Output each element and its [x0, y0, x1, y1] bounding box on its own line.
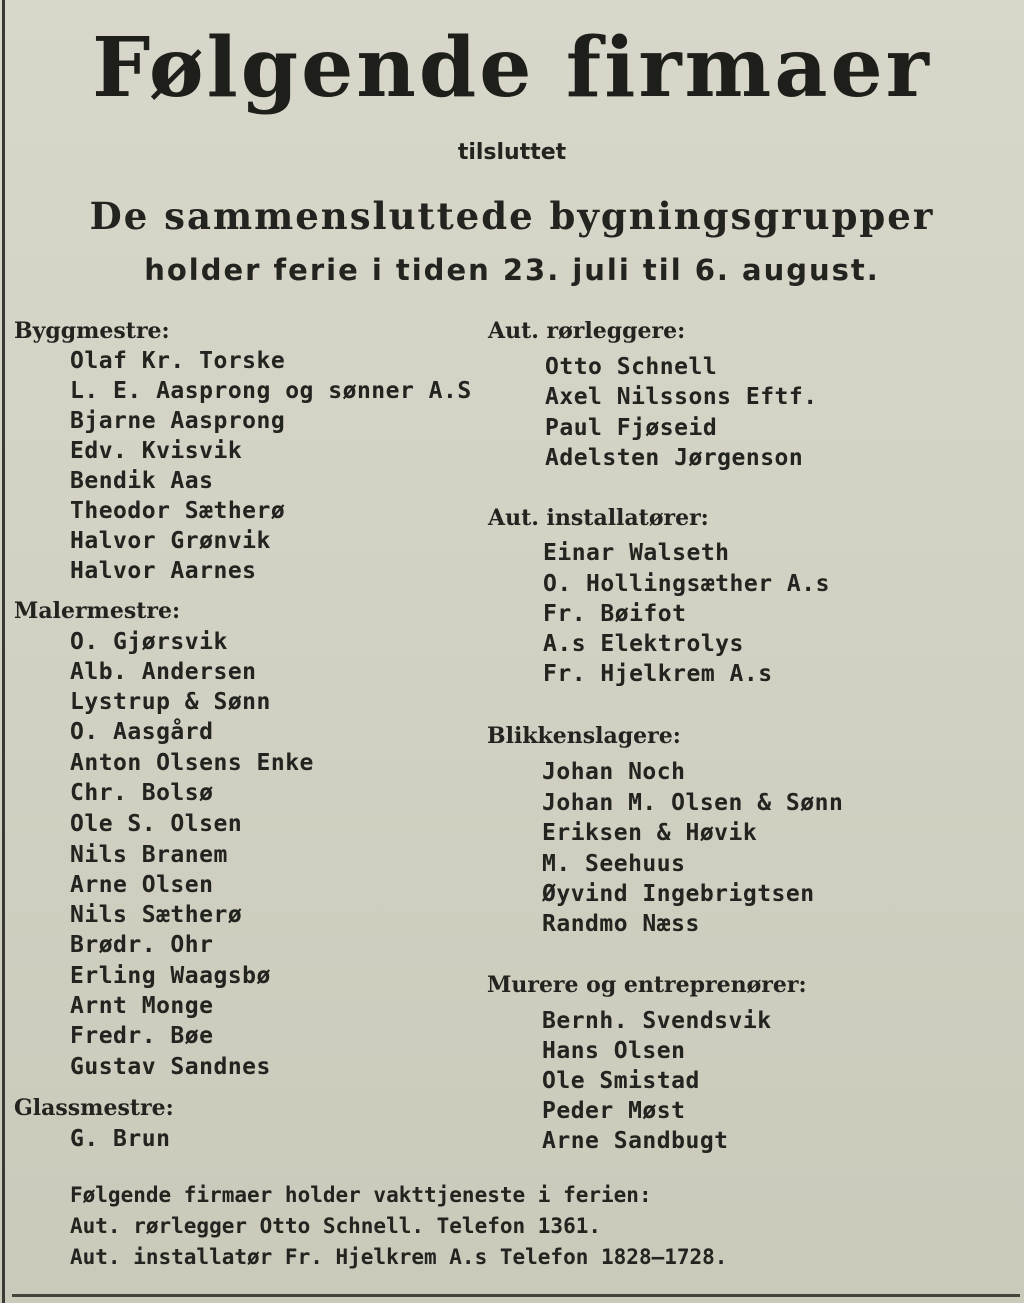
footer-installer-line: Aut. installatør Fr. Hjelkrem A.s Telefon 1828—1728. — [70, 1245, 728, 1269]
list-item: Nils Sætherø — [70, 902, 243, 928]
list-item: Arnt Monge — [70, 993, 214, 1019]
list-item: M. Seehuus — [542, 851, 686, 877]
list-item: Alb. Andersen — [70, 659, 257, 685]
list-item: Øyvind Ingebrigtsen — [542, 881, 815, 907]
list-item: Anton Olsens Enke — [70, 750, 314, 776]
list-item: Edv. Kvisvik — [70, 438, 243, 464]
list-item: Ole S. Olsen — [70, 811, 243, 837]
list-item: Chr. Bolsø — [70, 780, 214, 806]
list-item: Ole Smistad — [542, 1068, 700, 1094]
group-heading-murere: Murere og entreprenører: — [487, 972, 807, 998]
list-item: Hans Olsen — [542, 1038, 686, 1064]
list-item: Bernh. Svendsvik — [542, 1008, 772, 1034]
list-item: Halvor Aarnes — [70, 558, 257, 584]
list-item: Fredr. Bøe — [70, 1023, 214, 1049]
footer-plumber-line: Aut. rørlegger Otto Schnell. Telefon 1361. — [70, 1214, 602, 1238]
list-item: Fr. Bøifot — [543, 601, 687, 627]
list-item: L. E. Aasprong og sønner A.S — [70, 378, 472, 404]
ad-subtitle: tilsluttet — [457, 140, 567, 165]
list-item: Brødr. Ohr — [70, 932, 214, 958]
organization-name: De sammensluttede bygningsgrupper — [89, 194, 935, 238]
footer-intro: Følgende firmaer holder vakttjeneste i ferien: — [70, 1183, 652, 1207]
list-item: Arne Olsen — [70, 872, 214, 898]
group-heading-byggmestre: Byggmestre: — [14, 318, 170, 344]
list-item: Erling Waagsbø — [70, 963, 271, 989]
group-heading-rorleggere: Aut. rørleggere: — [488, 318, 686, 344]
list-item: Fr. Hjelkrem A.s — [543, 661, 773, 687]
holiday-dates: holder ferie i tiden 23. juli til 6. august. — [144, 253, 880, 287]
bottom-border-rule — [12, 1294, 1020, 1297]
list-item: Einar Walseth — [543, 540, 730, 566]
list-item: Johan Noch — [542, 759, 686, 785]
list-item: O. Hollingsæther A.s — [543, 571, 830, 597]
group-heading-installatorer: Aut. installatører: — [488, 505, 709, 531]
ad-title: Følgende firmaer — [92, 20, 932, 116]
list-item: Bendik Aas — [70, 468, 214, 494]
list-item: Axel Nilssons Eftf. — [545, 384, 818, 410]
list-item: O. Aasgård — [70, 719, 214, 745]
group-heading-blikkenslagere: Blikkenslagere: — [487, 723, 681, 749]
group-heading-malermestre: Malermestre: — [14, 598, 181, 624]
list-item: Arne Sandbugt — [542, 1128, 729, 1154]
list-item: Nils Branem — [70, 842, 228, 868]
list-item: A.s Elektrolys — [543, 631, 744, 657]
list-item: O. Gjørsvik — [70, 629, 228, 655]
list-item: Gustav Sandnes — [70, 1054, 271, 1080]
list-item: Bjarne Aasprong — [70, 408, 286, 434]
list-item: Theodor Sætherø — [70, 498, 286, 524]
list-item: Johan M. Olsen & Sønn — [542, 790, 844, 816]
list-item: Adelsten Jørgenson — [545, 445, 804, 471]
list-item: Olaf Kr. Torske — [70, 348, 286, 374]
list-item: Otto Schnell — [545, 354, 718, 380]
list-item: Lystrup & Sønn — [70, 689, 271, 715]
list-item: Randmo Næss — [542, 911, 700, 937]
group-heading-glassmestre: Glassmestre: — [14, 1095, 174, 1121]
list-item: Peder Møst — [542, 1098, 686, 1124]
list-item: Paul Fjøseid — [545, 415, 718, 441]
list-item: Halvor Grønvik — [70, 528, 271, 554]
list-item: Eriksen & Høvik — [542, 820, 758, 846]
list-item: G. Brun — [70, 1126, 171, 1152]
